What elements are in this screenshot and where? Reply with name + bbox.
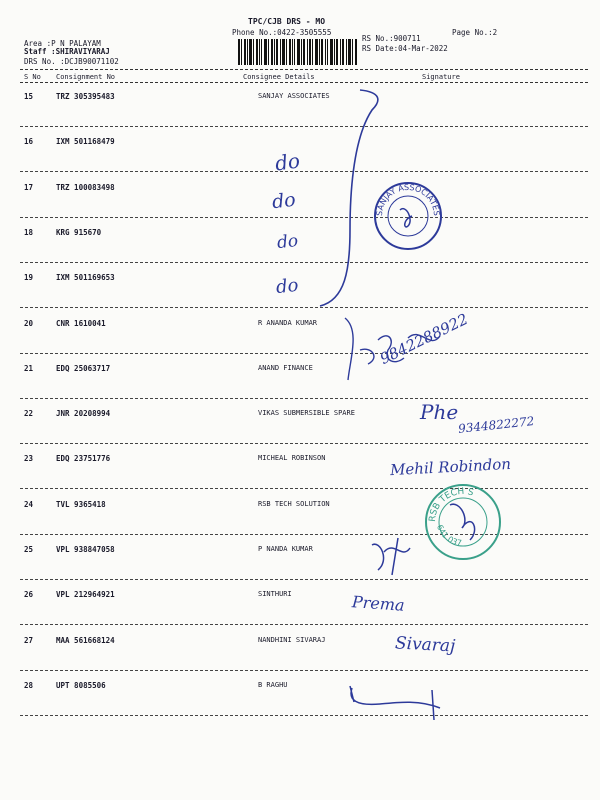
row-consignee: SINTHURI	[258, 590, 292, 599]
row-sno: 16	[24, 137, 34, 147]
row-sno: 15	[24, 92, 34, 101]
staff-label: Staff :SHIRAVIYARAJ	[24, 47, 110, 56]
ditto-mark-17: do	[270, 188, 297, 214]
stamp-text-sanjay: SANJAY ASSOCIATES	[374, 182, 442, 217]
row-consignment-no: EDQ 25063717	[56, 363, 111, 373]
rs-number: RS No.:900711	[362, 34, 421, 43]
rs-date: RS Date:04-Mar-2022	[362, 44, 448, 53]
drs-number: DRS No. :DCJB90071102	[24, 57, 119, 66]
col-header-signature: Signature	[422, 73, 460, 81]
row-consignment-no: UPT 8085506	[56, 680, 106, 690]
signature-26: Prema	[351, 592, 406, 615]
svg-text:RSB TECH S	[428, 487, 475, 523]
signature-mark-22: Phe	[420, 400, 459, 424]
area-label: Area :P N PALAYAM	[24, 39, 101, 48]
row-consignment-no: IXM 501169653	[56, 273, 115, 283]
row-consignee: P NANDA KUMAR	[258, 545, 313, 553]
col-header-sno: S No	[24, 73, 41, 81]
ditto-mark-18: do	[276, 230, 300, 254]
svg-text:641 037	[435, 523, 462, 547]
row-consignment-no: EDQ 23751776	[56, 454, 111, 464]
row-consignment-no: VPL 212964921	[56, 590, 115, 600]
row-sno: 24	[24, 499, 34, 509]
row-sno: 26	[24, 590, 34, 600]
row-consignment-no: MAA 561668124	[56, 635, 115, 645]
stamp-text-rsb: RSB TECH S	[427, 486, 475, 523]
col-header-consignee: Consignee Details	[243, 73, 315, 81]
row-consignment-no: JNR 20208994	[56, 409, 111, 419]
row-sno: 19	[24, 273, 34, 283]
phone-number: Phone No.:0422-3505555	[232, 28, 332, 37]
row-sno: 21	[24, 363, 34, 373]
row-consignment-no: VPL 938847058	[56, 545, 115, 554]
row-sno: 17	[24, 182, 34, 192]
report-title: TPC/CJB DRS - MO	[248, 17, 326, 26]
row-consignment-no: CNR 1610041	[56, 318, 106, 328]
row-consignee: MICHEAL ROBINSON	[258, 454, 326, 463]
signature-27: Sivaraj	[394, 633, 456, 657]
row-consignment-no: KRG 915670	[56, 227, 102, 237]
stamp-text-rsb-pin: 641 037	[435, 523, 463, 548]
phone-number-handwritten-22: 9344822272	[457, 414, 535, 436]
row-sno: 18	[24, 227, 34, 237]
row-consignee: NANDHINI SIVARAJ	[258, 635, 326, 644]
signature-23: Mehil Robindon	[389, 454, 512, 480]
ditto-mark-19: do	[274, 274, 300, 299]
row-sno: 27	[24, 635, 34, 645]
row-consignment-no: TRZ 305395483	[56, 92, 115, 101]
row-consignment-no: TVL 9365418	[56, 499, 106, 509]
row-consignee: SANJAY ASSOCIATES	[258, 92, 330, 100]
col-header-consignment: Consignment No	[56, 73, 116, 81]
row-consignment-no: IXM 501168479	[56, 137, 115, 147]
rsb-tech-stamp	[423, 482, 503, 562]
phone-number-handwritten-21: 9842288922	[377, 309, 471, 368]
row-consignee: VIKAS SUBMERSIBLE SPARE	[258, 409, 355, 418]
row-sno: 22	[24, 409, 34, 419]
row-consignee: RSB TECH SOLUTION	[258, 499, 330, 508]
row-sno: 20	[24, 318, 34, 328]
row-sno: 25	[24, 545, 34, 554]
row-sno: 23	[24, 454, 34, 464]
sanjay-associates-stamp	[372, 180, 444, 252]
row-consignee: ANAND FINANCE	[258, 363, 313, 372]
row-sno: 28	[24, 680, 34, 690]
ditto-mark-16: do	[273, 148, 302, 176]
row-consignment-no: TRZ 100083498	[56, 182, 115, 192]
row-consignee: R ANANDA KUMAR	[258, 318, 318, 327]
page-number: Page No.:2	[452, 28, 498, 37]
row-consignee: B RAGHU	[258, 680, 288, 689]
